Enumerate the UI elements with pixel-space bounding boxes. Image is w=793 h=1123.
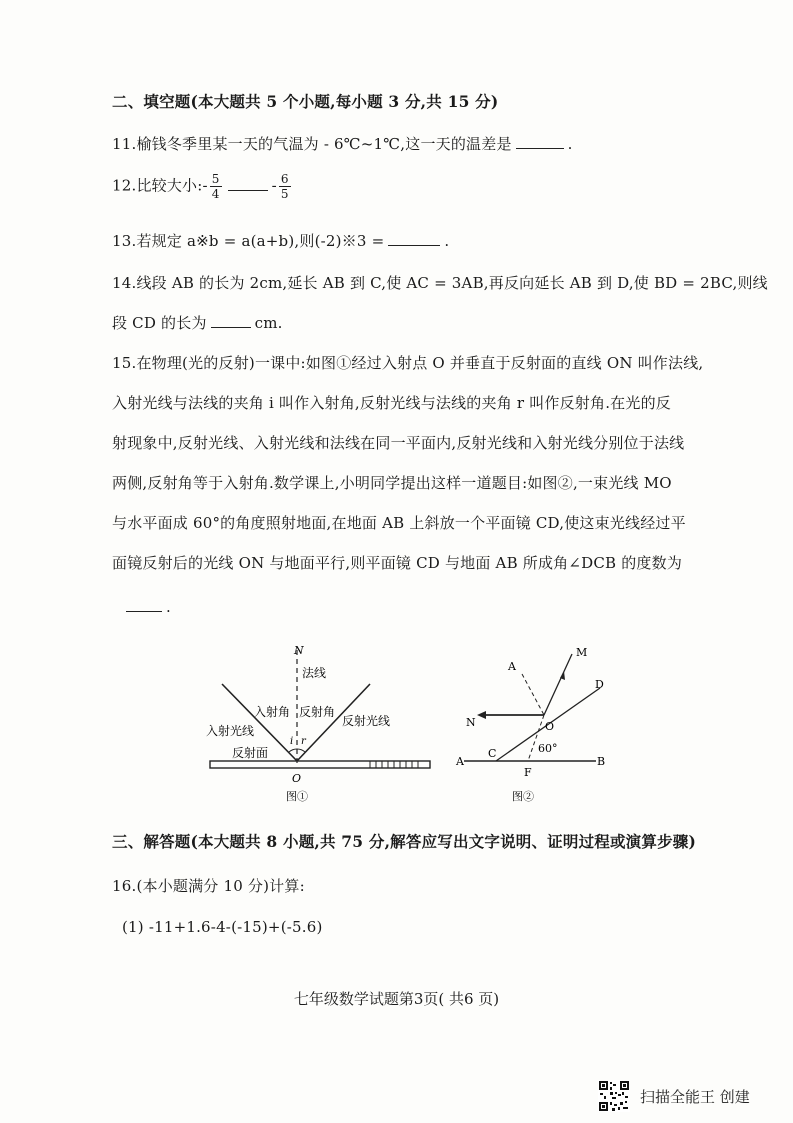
- label-f: F: [524, 766, 532, 779]
- label-n: N: [466, 716, 476, 729]
- question-15-line-3: 射现象中,反射光线、入射光线和法线在同一平面内,反射光线和入射光线分别位于法线: [112, 434, 685, 452]
- question-11: [112, 133, 573, 154]
- question-12: [112, 172, 293, 201]
- question-15-answer: [112, 598, 171, 616]
- question-11-tail: .: [567, 135, 573, 153]
- answer-blank: [211, 327, 251, 328]
- question-15-tail: .: [166, 598, 171, 616]
- question-16-part-1: (1) -11+1.6-4-(-15)+(-5.6): [122, 918, 323, 936]
- figure-1-diagram: [200, 640, 440, 810]
- answer-blank: [228, 190, 268, 191]
- figure-2-diagram: [456, 640, 610, 810]
- fraction-2-numerator: 6: [280, 172, 289, 186]
- scanner-watermark: [598, 1080, 750, 1112]
- fraction-2: [279, 172, 291, 201]
- qr-code-icon: [598, 1080, 630, 1112]
- question-14-line-2: [112, 312, 283, 333]
- answer-blank: [516, 148, 564, 149]
- fraction-1-numerator: 5: [211, 172, 220, 186]
- question-11-text: 11.榆钱冬季里某一天的气温为 - 6℃~1℃,这一天的温差是: [112, 135, 512, 153]
- fraction-2-sign: -: [271, 176, 277, 195]
- question-14-suffix: cm.: [254, 314, 283, 332]
- dashed-segment-ao: [522, 674, 544, 715]
- label-d: D: [595, 678, 604, 691]
- watermark-text: 扫描全能王 创建: [640, 1087, 750, 1106]
- label-i: i: [290, 736, 294, 747]
- label-b: B: [597, 755, 606, 768]
- label-a: A: [456, 755, 464, 768]
- section-3-heading: 三、解答题(本大题共 8 小题,共 75 分,解答应写出文字说明、证明过程或演算步骤): [112, 832, 697, 851]
- question-13-tail: .: [444, 232, 450, 250]
- incident-ray-mo: [544, 654, 572, 715]
- page-footer: 七年级数学试题第3页( 共6 页): [293, 990, 500, 1008]
- question-12-text: 12.比较大小:: [112, 176, 203, 195]
- label-normal: 法线: [302, 666, 327, 680]
- question-14-prefix: 段 CD 的长为: [112, 314, 207, 332]
- question-16: 16.(本小题满分 10 分)计算:: [112, 877, 305, 895]
- question-15-line-2: 入射光线与法线的夹角 i 叫作入射角,反射光线与法线的夹角 r 叫作反射角.在光的反: [112, 394, 671, 412]
- fraction-2-denominator: 5: [280, 187, 289, 201]
- label-o: O: [292, 772, 302, 785]
- fraction-1: [210, 172, 222, 201]
- question-15-line-6: 面镜反射后的光线 ON 与地面平行,则平面镜 CD 与地面 AB 所成角∠DCB 的度数为: [112, 554, 683, 572]
- label-r: r: [301, 736, 306, 747]
- surface-hatching: [370, 761, 418, 768]
- question-13: [112, 230, 449, 251]
- label-reflected-ray: 反射光线: [342, 714, 391, 728]
- question-15-line-5: 与水平面成 60°的角度照射地面,在地面 AB 上斜放一个平面镜 CD,使这束光线经过平: [112, 514, 686, 532]
- answer-blank: [388, 245, 440, 246]
- figure-1-caption: 图①: [286, 790, 308, 803]
- label-incident-ray: 入射光线: [206, 724, 255, 738]
- question-15-line-1: 15.在物理(光的反射)一课中:如图①经过入射点 O 并垂直于反射面的直线 ON 叫作法线,: [112, 354, 704, 372]
- reflective-surface: [210, 761, 430, 768]
- angle-i-arc: [289, 749, 297, 752]
- label-o: O: [545, 720, 555, 733]
- fraction-1-sign: -: [202, 176, 208, 195]
- label-incident-angle: 入射角: [254, 705, 291, 719]
- figure-2-caption: 图②: [512, 790, 534, 803]
- label-m: M: [576, 646, 588, 659]
- label-reflect-angle: 反射角: [299, 705, 336, 719]
- fraction-1-denominator: 4: [211, 187, 220, 201]
- ray-on-arrow: [477, 711, 486, 719]
- question-15-line-4: 两侧,反射角等于入射角.数学课上,小明同学提出这样一道题目:如图②,一束光线 MO: [112, 474, 672, 492]
- label-n: N: [294, 644, 304, 657]
- question-13-text: 13.若规定 a※b = a(a+b),则(-2)※3 =: [112, 232, 385, 250]
- question-14-line-1: 14.线段 AB 的长为 2cm,延长 AB 到 C,使 AC = 3AB,再反向延长 AB 到 D,使 BD = 2BC,则线: [112, 274, 768, 292]
- label-c: C: [488, 747, 497, 760]
- label-angle-60: 60°: [538, 742, 558, 755]
- angle-r-arc: [297, 749, 305, 752]
- section-2-heading: 二、填空题(本大题共 5 个小题,每小题 3 分,共 15 分): [112, 92, 499, 111]
- label-surface: 反射面: [232, 746, 269, 760]
- answer-blank: [126, 611, 162, 612]
- label-a-top: A: [508, 660, 516, 673]
